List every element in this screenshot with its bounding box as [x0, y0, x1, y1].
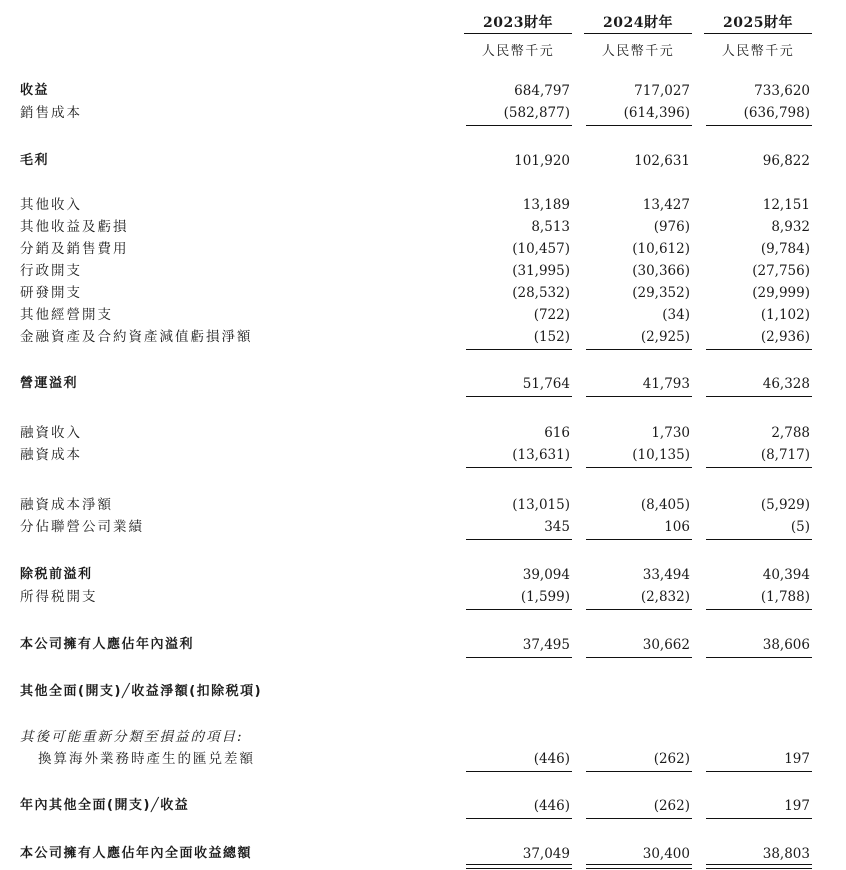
value-2024: (8,405) — [640, 497, 690, 513]
subtotal-rule — [466, 771, 572, 772]
value-2023: (31,995) — [512, 263, 570, 279]
value-2025: 2,788 — [771, 425, 810, 441]
value-2024: (614,396) — [623, 105, 690, 121]
table-row — [0, 795, 846, 817]
subtotal-rule — [706, 539, 812, 540]
value-2024: 33,494 — [642, 567, 690, 583]
subtotal-rule — [466, 125, 572, 126]
column-currency: 人民幣千元 — [601, 44, 675, 59]
value-2025: 38,606 — [762, 637, 810, 653]
table-row — [0, 748, 846, 770]
value-2023: 51,764 — [522, 376, 570, 392]
table-row — [0, 444, 846, 466]
value-2024: (262) — [653, 751, 690, 767]
table-row — [0, 304, 846, 326]
column-year: 2023財年 — [483, 15, 553, 31]
subtotal-rule — [706, 396, 812, 397]
subtotal-rule — [706, 609, 812, 610]
subtotal-rule — [466, 349, 572, 350]
value-2025: (1,102) — [760, 307, 810, 323]
value-2024: (34) — [662, 307, 690, 323]
table-row — [0, 681, 846, 703]
subtotal-rule — [466, 539, 572, 540]
table-row — [0, 516, 846, 538]
value-2023: (1,599) — [520, 589, 570, 605]
subtotal-rule — [706, 349, 812, 350]
subtotal-rule — [586, 467, 692, 468]
row-label: 收益 — [20, 83, 50, 98]
value-2024: 30,400 — [642, 846, 690, 862]
value-2023: (10,457) — [512, 241, 570, 257]
header-rule — [584, 33, 692, 34]
table-row — [0, 843, 846, 865]
subtotal-rule — [466, 396, 572, 397]
value-2025: 12,151 — [762, 197, 810, 213]
subtotal-rule — [706, 125, 812, 126]
value-2024: (2,832) — [640, 589, 690, 605]
row-label: 所得税開支 — [20, 589, 98, 605]
subtotal-rule — [586, 125, 692, 126]
subtotal-rule — [706, 818, 812, 819]
table-row — [0, 194, 846, 216]
row-label: 其他收入 — [20, 197, 82, 213]
table-row — [0, 80, 846, 102]
row-label: 銷售成本 — [20, 105, 82, 121]
value-2023: 37,049 — [522, 846, 570, 862]
value-2023: 8,513 — [531, 219, 570, 235]
sub-section-heading: 其後可能重新分類至損益的項目: — [20, 729, 244, 745]
value-2023: (28,532) — [512, 285, 570, 301]
row-label: 分佔聯營公司業績 — [20, 519, 144, 535]
value-2024: 106 — [664, 519, 690, 535]
value-2023: 684,797 — [514, 83, 570, 99]
table-row — [0, 102, 846, 124]
row-label: 本公司擁有人應佔年內溢利 — [20, 637, 195, 652]
value-2025: 38,803 — [762, 846, 810, 862]
value-2023: (13,631) — [512, 447, 570, 463]
row-label: 融資成本淨額 — [20, 497, 113, 513]
value-2025: (636,798) — [743, 105, 810, 121]
value-2023: 13,189 — [522, 197, 570, 213]
value-2024: (2,925) — [640, 329, 690, 345]
header-rule — [464, 33, 572, 34]
row-label: 融資成本 — [20, 447, 82, 463]
row-label: 其他收益及虧損 — [20, 219, 129, 235]
value-2024: 1,730 — [651, 425, 690, 441]
table-row — [0, 494, 846, 516]
value-2025: (27,756) — [752, 263, 810, 279]
value-2024: (10,135) — [632, 447, 690, 463]
value-2024: 13,427 — [642, 197, 690, 213]
row-label: 換算海外業務時產生的匯兑差額 — [38, 751, 255, 767]
value-2024: (10,612) — [632, 241, 690, 257]
value-2025: 197 — [784, 798, 810, 814]
column-year: 2024財年 — [603, 15, 673, 31]
subtotal-rule — [706, 771, 812, 772]
header-rule — [704, 33, 812, 34]
value-2024: (29,352) — [632, 285, 690, 301]
value-2025: 733,620 — [754, 83, 810, 99]
value-2023: (582,877) — [503, 105, 570, 121]
subtotal-rule — [586, 771, 692, 772]
value-2025: (5) — [790, 519, 810, 535]
row-label: 營運溢利 — [20, 376, 79, 391]
table-row — [0, 150, 846, 172]
subtotal-rule — [586, 609, 692, 610]
row-label: 年內其他全面(開支)╱收益 — [20, 798, 190, 813]
value-2024: 717,027 — [634, 83, 690, 99]
total-double-rule — [586, 864, 692, 869]
row-label: 行政開支 — [20, 263, 82, 279]
row-label: 其他經營開支 — [20, 307, 113, 323]
value-2025: (8,717) — [760, 447, 810, 463]
value-2023: (446) — [533, 798, 570, 814]
subtotal-rule — [466, 467, 572, 468]
column-currency: 人民幣千元 — [481, 44, 555, 59]
column-year: 2025財年 — [723, 15, 793, 31]
value-2025: (29,999) — [752, 285, 810, 301]
subtotal-rule — [466, 609, 572, 610]
value-2025: (2,936) — [760, 329, 810, 345]
table-row — [0, 282, 846, 304]
table-row — [0, 260, 846, 282]
row-label: 分銷及銷售費用 — [20, 241, 129, 257]
column-currency: 人民幣千元 — [721, 44, 795, 59]
value-2023: 101,920 — [514, 153, 570, 169]
subtotal-rule — [586, 349, 692, 350]
value-2025: 46,328 — [762, 376, 810, 392]
table-row — [0, 726, 846, 748]
row-label: 毛利 — [20, 153, 50, 168]
table-row — [0, 422, 846, 444]
value-2023: 37,495 — [522, 637, 570, 653]
table-row — [0, 373, 846, 395]
subtotal-rule — [706, 657, 812, 658]
value-2023: (13,015) — [512, 497, 570, 513]
value-2025: 40,394 — [762, 567, 810, 583]
value-2025: 96,822 — [762, 153, 810, 169]
value-2023: (446) — [533, 751, 570, 767]
subtotal-rule — [586, 396, 692, 397]
row-label: 金融資產及合約資產減值虧損淨額 — [20, 329, 253, 345]
value-2024: (30,366) — [632, 263, 690, 279]
subtotal-rule — [586, 539, 692, 540]
row-label: 本公司擁有人應佔年內全面收益總額 — [20, 846, 253, 861]
table-row — [0, 238, 846, 260]
subtotal-rule — [466, 818, 572, 819]
row-label: 研發開支 — [20, 285, 82, 301]
table-row — [0, 216, 846, 238]
value-2023: 345 — [544, 519, 570, 535]
table-row — [0, 564, 846, 586]
value-2025: (9,784) — [760, 241, 810, 257]
value-2023: 39,094 — [522, 567, 570, 583]
value-2025: 197 — [784, 751, 810, 767]
value-2024: 41,793 — [642, 376, 690, 392]
table-row — [0, 586, 846, 608]
table-row — [0, 634, 846, 656]
value-2023: 616 — [544, 425, 570, 441]
value-2024: 30,662 — [642, 637, 690, 653]
value-2024: (976) — [653, 219, 690, 235]
table-row — [0, 326, 846, 348]
row-label: 除税前溢利 — [20, 567, 93, 582]
total-double-rule — [706, 864, 812, 869]
subtotal-rule — [586, 657, 692, 658]
total-double-rule — [466, 864, 572, 869]
row-label: 融資收入 — [20, 425, 82, 441]
value-2024: (262) — [653, 798, 690, 814]
value-2024: 102,631 — [634, 153, 690, 169]
section-heading: 其他全面(開支)╱收益淨額(扣除税項) — [20, 684, 263, 699]
value-2025: (1,788) — [760, 589, 810, 605]
value-2023: (152) — [533, 329, 570, 345]
value-2025: (5,929) — [760, 497, 810, 513]
subtotal-rule — [586, 818, 692, 819]
subtotal-rule — [706, 467, 812, 468]
subtotal-rule — [466, 657, 572, 658]
value-2025: 8,932 — [771, 219, 810, 235]
value-2023: (722) — [533, 307, 570, 323]
